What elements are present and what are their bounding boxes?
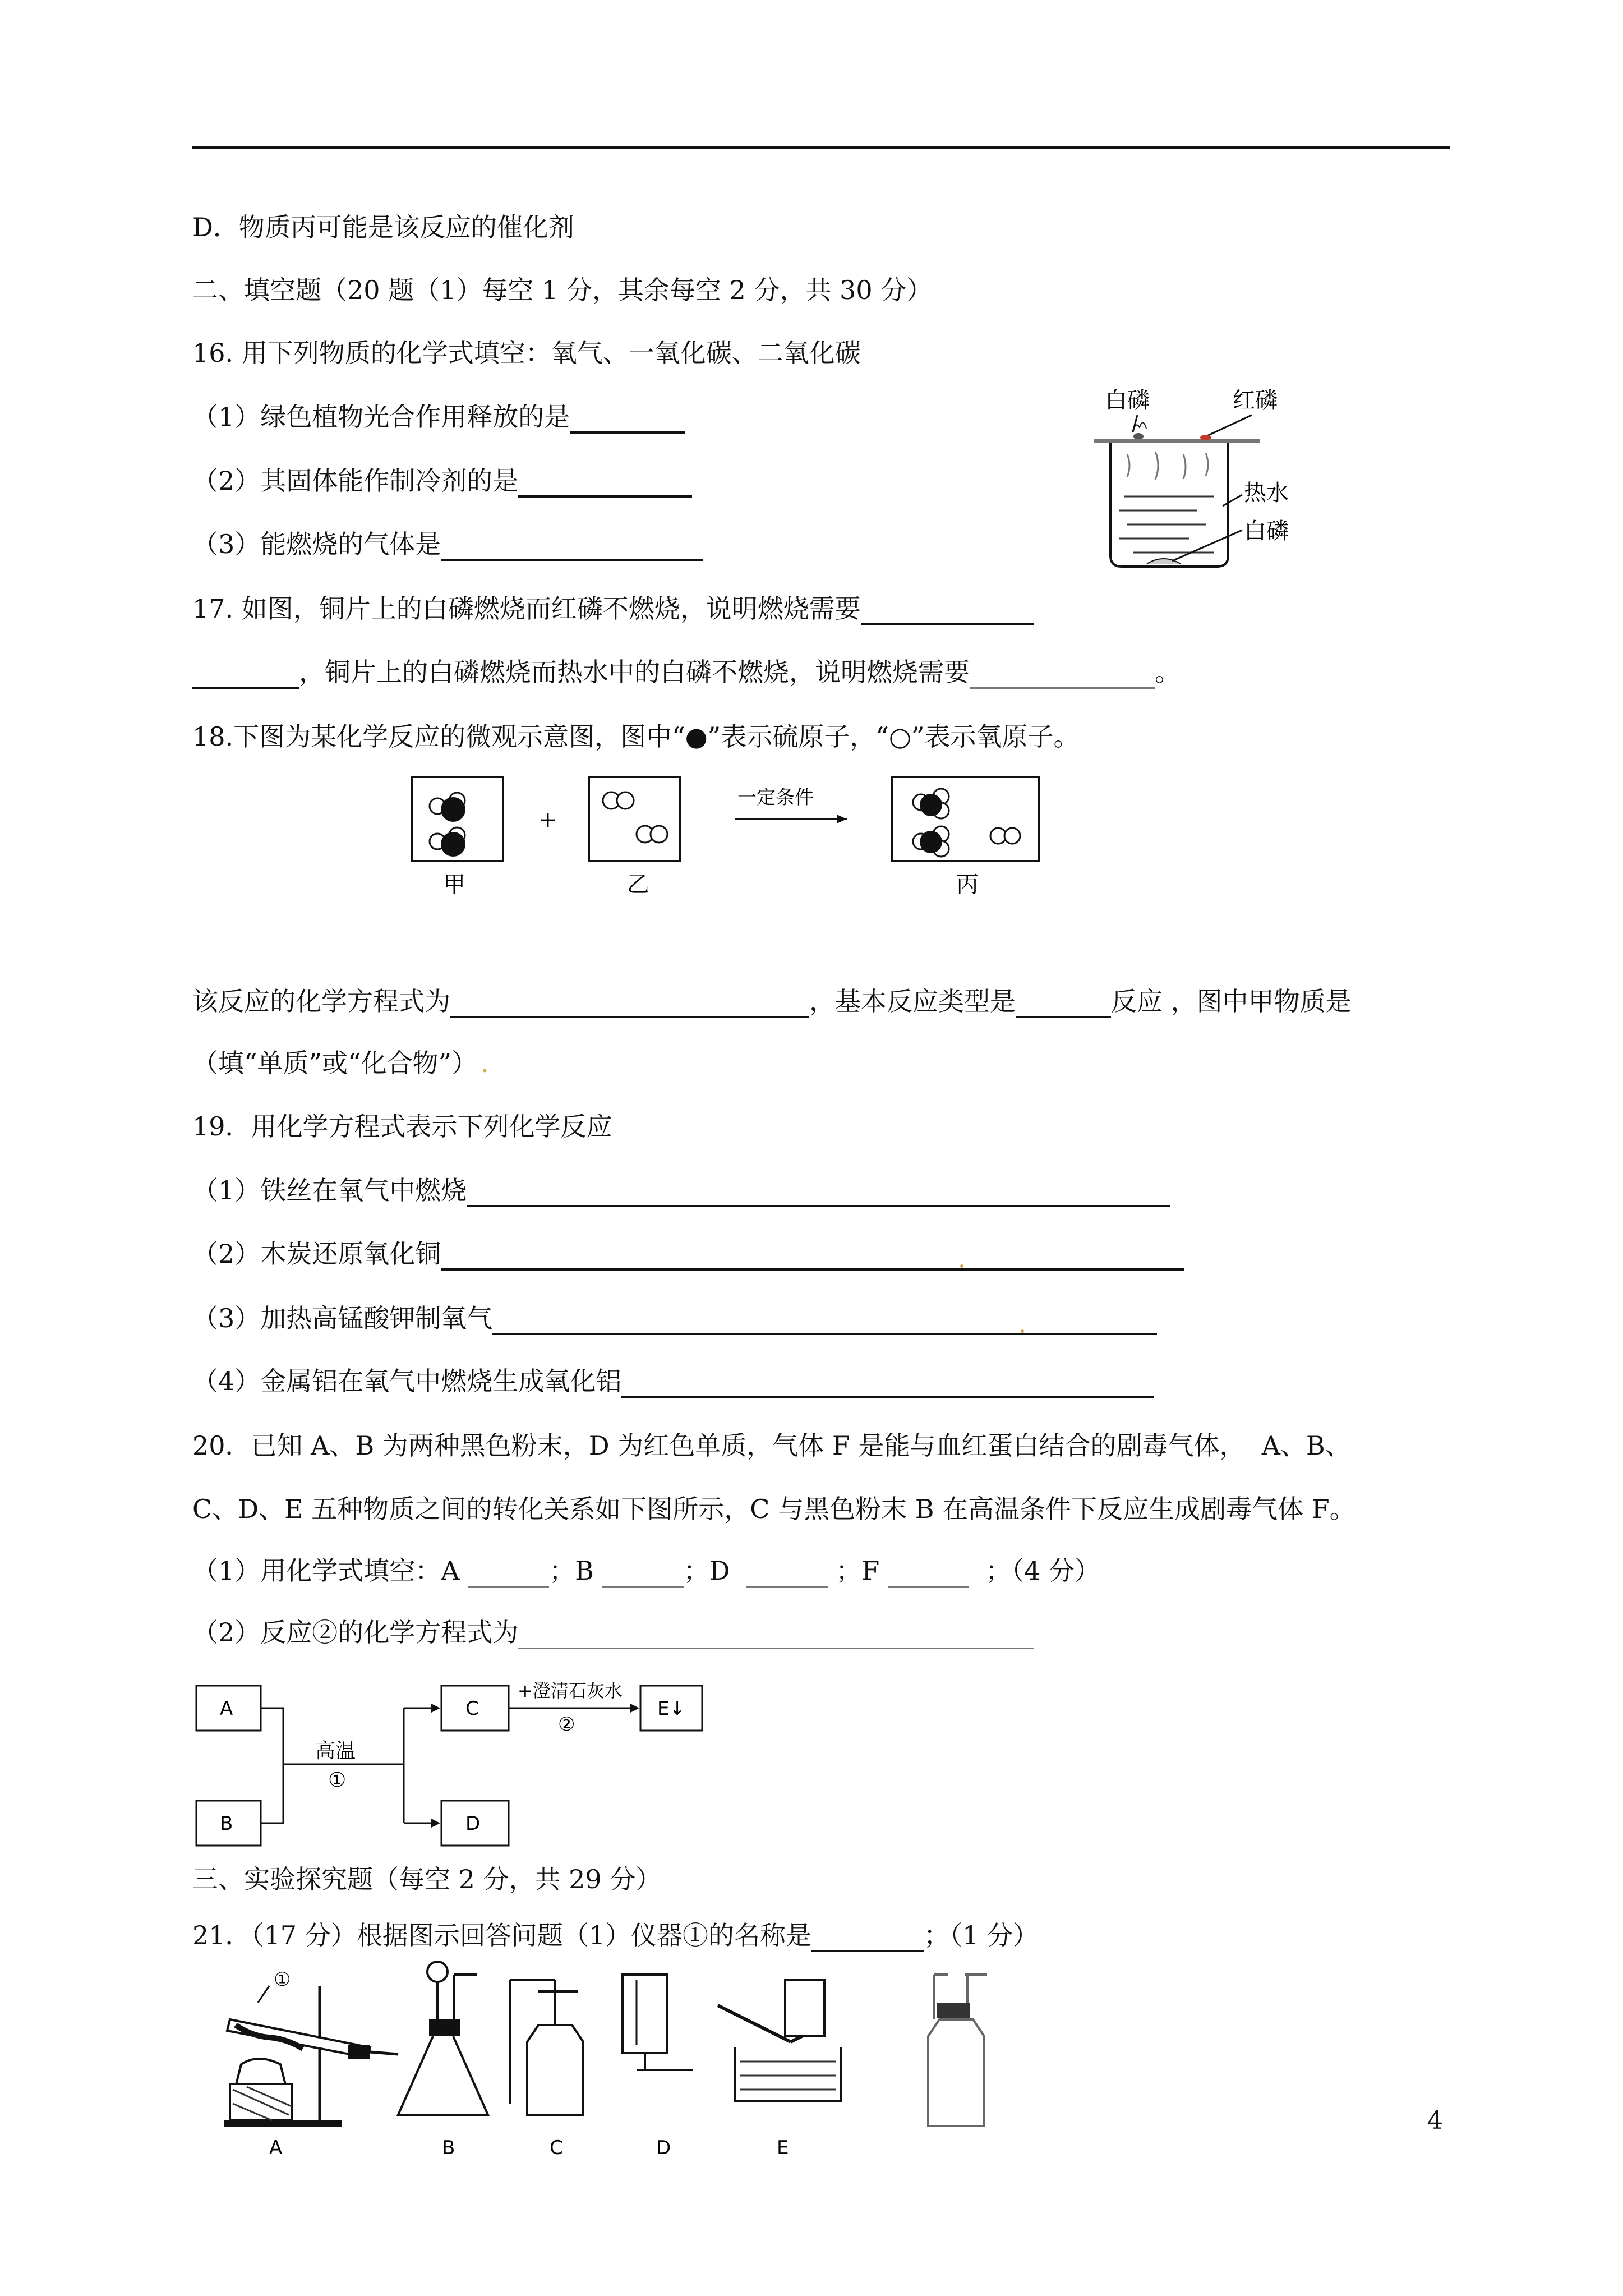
flow-reaction-1: ① [328,1769,347,1792]
question-18-answer [192,984,1352,1018]
apparatus-a-label: A [269,2137,283,2159]
apparatus-e [718,1980,841,2159]
question-20-2 [192,1616,1034,1649]
flow-c-label: C [465,1697,479,1720]
question-19-4 [192,1364,1154,1398]
water-trough [735,2047,841,2101]
apparatus-f [928,1975,987,2126]
question-16-2 [192,464,692,498]
stray-mark [960,1264,963,1268]
formula-blank-f[interactable] [888,1558,969,1588]
gas-collection-bottle [928,2019,984,2126]
beaker [1110,443,1228,567]
instrument-number-label: ① [274,1968,291,1991]
question-18-hint [192,1046,489,1080]
answer-blank[interactable] [970,659,1155,689]
q21-end: ；（1 分） [923,1920,1039,1950]
flow-reaction-2: ② [558,1713,575,1736]
alcohol-lamp [236,2059,286,2087]
answer-blank[interactable] [192,659,299,689]
q20-1-text-b: ；B [549,1556,594,1586]
equation-blank[interactable] [492,1305,1157,1335]
copper-sheet [1094,439,1260,443]
flow-e-label: E↓ [657,1697,685,1720]
conversion-flowchart [191,1674,763,1854]
flow-a-label: A [220,1697,233,1720]
question-19-3 [192,1301,1157,1335]
apparatus-d-label: D [656,2137,671,2159]
formula-blank-a[interactable] [468,1558,549,1588]
hot-water-label: 热水 [1244,480,1289,506]
section-2-heading: 二、填空题（20 题（1）每空 1 分，其余每空 2 分，共 30 分） [192,275,933,305]
q20-1-text-d: ；F [836,1556,880,1586]
answer-blank[interactable] [518,467,692,498]
flow-condition-high-temp: 高温 [315,1740,356,1763]
q18-text-3: 反应 ，图中甲物质是 [1111,986,1352,1016]
formula-blank-b[interactable] [602,1558,684,1588]
q17-text-a: 17. 如图，铜片上的白磷燃烧而红磷不燃烧，说明燃烧需要 [192,593,861,624]
header-rule [192,146,1450,149]
so2-molecule [430,827,465,857]
flow-condition-limewater: +澄清石灰水 [518,1680,623,1701]
label-yi: 乙 [627,872,649,898]
apparatus-a [224,1968,398,2159]
apparatus-d [623,1975,693,2159]
apparatus-b [398,1962,488,2159]
q20-2-text: （2）反应②的化学方程式为 [192,1617,519,1648]
q18-text-2: ，基本反应类型是 [809,986,1016,1016]
apparatus-e-label: E [777,2137,789,2159]
question-17-line1 [192,592,1034,625]
question-18: 18.下图为某化学反应的微观示意图，图中“●”表示硫原子，“○”表示氧原子。 [192,721,1080,752]
equation-blank[interactable] [518,1619,1034,1649]
q18-hint-dot: . [481,1048,489,1078]
q16-3-text: （3）能燃烧的气体是 [192,529,441,559]
equation-blank[interactable] [450,988,809,1018]
box-bing [892,777,1039,861]
q20-1-text-c: ；D [683,1556,730,1586]
q18-hint-text: （填“单质”或“化合物”） [192,1048,478,1078]
equation-blank[interactable] [621,1368,1154,1398]
flow-d-label: D [465,1812,481,1835]
so3-molecule [913,826,949,857]
collecting-bottle [785,1980,824,2036]
apparatus-c-label: C [550,2137,563,2159]
question-21 [192,1918,1039,1952]
o2-molecule [603,792,634,809]
answer-blank[interactable] [441,531,703,561]
apparatus-c [510,1980,583,2159]
so3-molecule [913,789,949,818]
section-3-heading: 三、实验探究题（每空 2 分，共 29 分） [192,1864,662,1894]
q17-text-b: ，铜片上的白磷燃烧而热水中的白磷不燃烧，说明燃烧需要 [299,657,970,687]
q19-2-text: （2）木炭还原氧化铜 [192,1239,441,1269]
red-phosphorus [1200,435,1211,440]
equation-blank[interactable] [467,1177,1170,1207]
q19-4-text: （4）金属铝在氧气中燃烧生成氧化铝 [192,1366,622,1396]
apparatus-b-label: B [442,2137,455,2159]
question-19-2 [192,1237,1184,1271]
q17-end: 。 [1155,657,1181,687]
page-number: 4 [1427,2106,1443,2135]
reaction-diagram [404,771,1077,900]
so2-molecule [430,793,465,822]
o2-molecule [637,826,667,843]
option-d: D．物质丙可能是该反应的催化剂 [192,212,574,242]
stray-mark [1021,1329,1024,1333]
answer-blank[interactable] [861,595,1034,625]
q16-2-text: （2）其固体能作制冷剂的是 [192,466,519,496]
gas-washing-bottle [527,2025,583,2115]
question-17-line2 [192,655,1181,689]
inverted-bottle [623,1975,667,2053]
q19-1-text: （1）铁丝在氧气中燃烧 [192,1175,467,1205]
red-phosphorus-label: 红磷 [1233,388,1278,413]
q20-1-text-a: （1）用化学式填空：A [192,1556,460,1586]
q19-3-text: （3）加热高锰酸钾制氧气 [192,1303,493,1333]
instrument-name-blank[interactable] [811,1922,924,1952]
box-yi [589,777,680,861]
plus-sign: + [538,807,557,833]
answer-blank[interactable] [570,403,685,434]
question-16: 16. 用下列物质的化学式填空：氧气、一氧化碳、二氧化碳 [192,338,861,368]
equation-blank[interactable] [441,1240,1184,1271]
reaction-type-blank[interactable] [1016,988,1111,1018]
question-20-line2: C、D、E 五种物质之间的转化关系如下图所示，C 与黑色粉末 B 在高温条件下反应生成剧毒气体 F。 [192,1494,1355,1524]
question-19: 19．用化学方程式表示下列化学反应 [192,1111,612,1142]
o2-molecule [990,828,1020,844]
beaker-figure [1094,376,1307,578]
q20-1-text-e: ；（4 分） [985,1556,1101,1586]
question-20-1 [192,1554,1100,1588]
question-16-1 [192,400,685,434]
white-phosphorus-top-label: 白磷 [1105,388,1150,413]
reaction-condition: 一定条件 [737,786,814,809]
flow-b-label: B [220,1812,233,1835]
question-20-line1: 20．已知 A、B 为两种黑色粉末，D 为红色单质，气体 F 是能与血红蛋白结合的剧毒气体， A、B、 [192,1430,1351,1461]
q18-text-1: 该反应的化学方程式为 [192,986,450,1016]
question-19-1 [192,1174,1170,1207]
label-jia: 甲 [443,872,465,898]
apparatus-figure [213,1958,1066,2160]
q16-1-text: （1）绿色植物光合作用释放的是 [192,402,570,432]
question-16-3 [192,527,703,561]
q21-text: 21．（17 分）根据图示回答问题（1）仪器①的名称是 [192,1920,811,1950]
white-phosphorus-bottom-label: 白磷 [1244,518,1289,544]
formula-blank-d[interactable] [746,1558,828,1588]
conical-flask [398,2036,488,2115]
label-bing: 丙 [956,872,979,898]
